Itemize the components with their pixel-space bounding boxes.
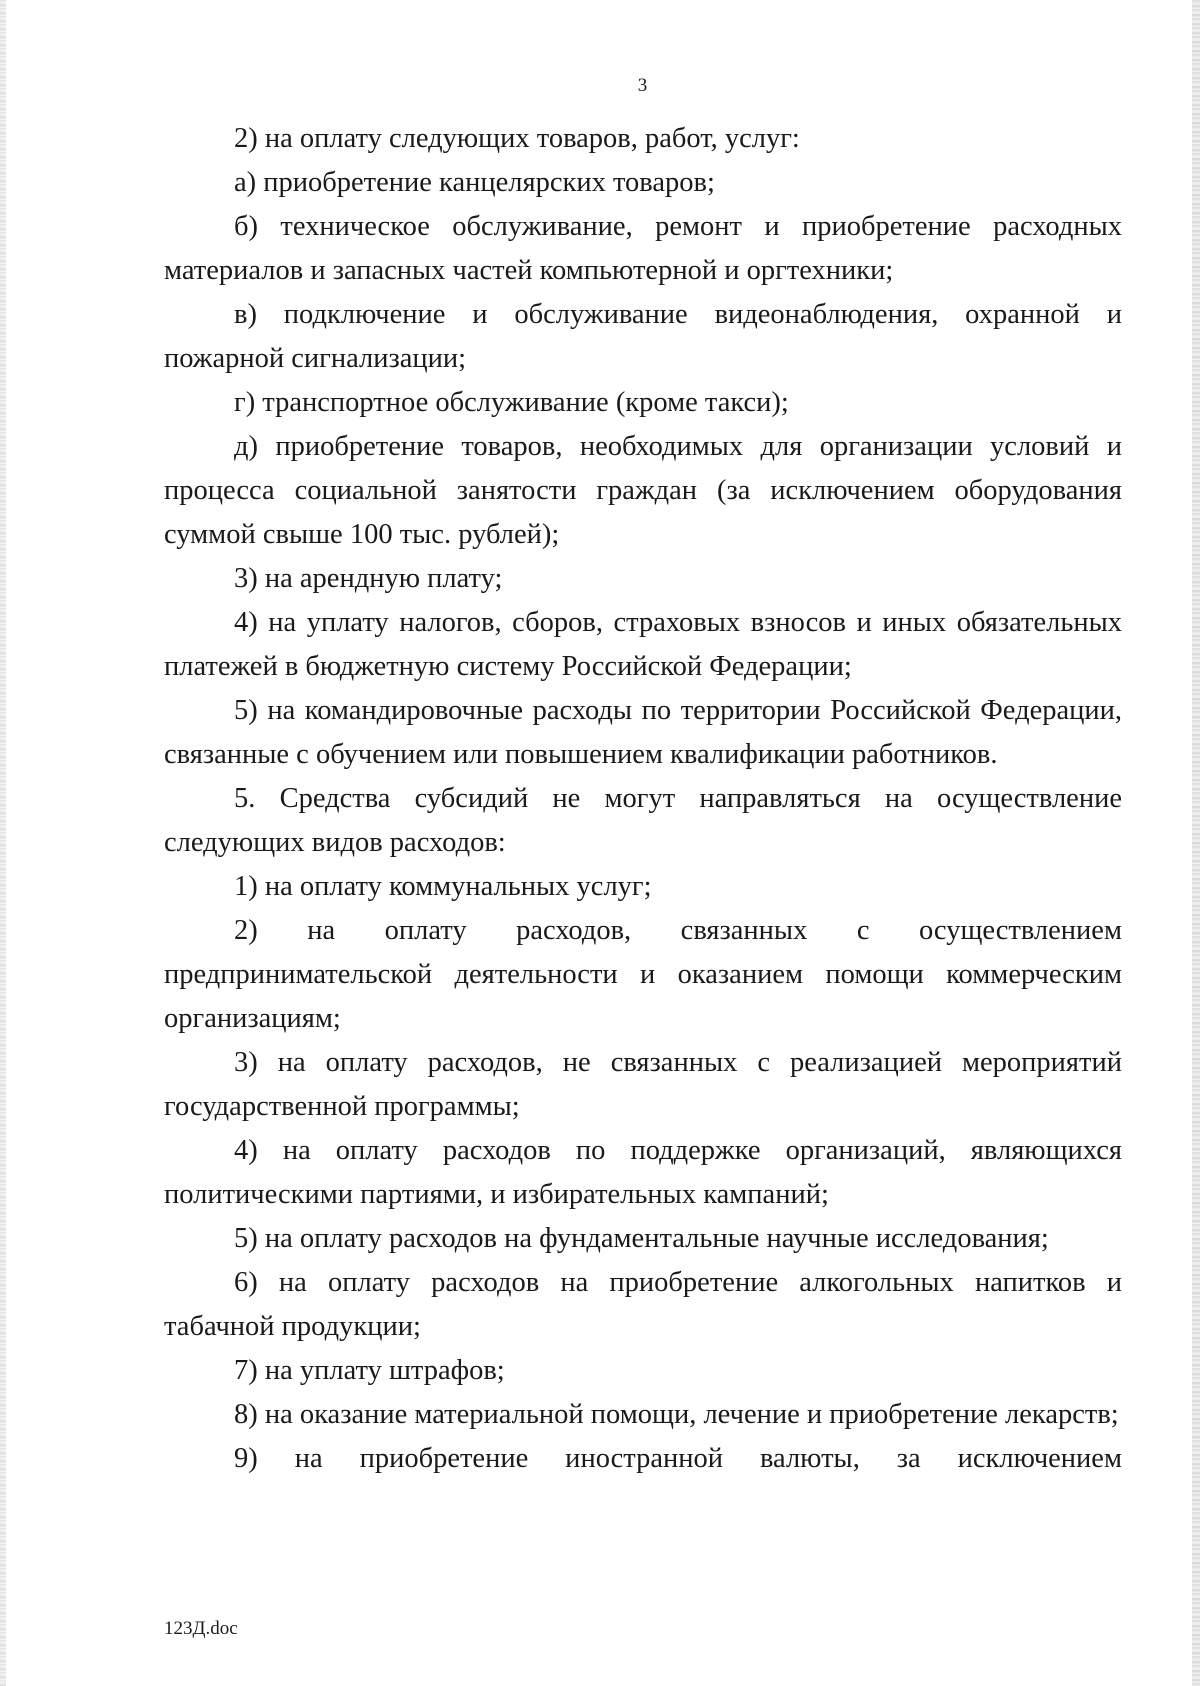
paragraph: 1) на оплату коммунальных услуг; [234, 871, 652, 902]
paragraph: 4) на оплату расходов по поддержке организаций, являющихся политическими партиями, и избирательных кампаний; [164, 1135, 1122, 1210]
file-name-footer: 123Д.doc [164, 1618, 238, 1639]
paragraph: 5) на оплату расходов на фундаментальные научные исследования; [234, 1223, 1049, 1254]
paragraph: 3) на арендную плату; [234, 563, 503, 594]
document-body [164, 117, 1122, 1481]
paragraph: 8) на оказание материальной помощи, лечение и приобретение лекарств; [234, 1399, 1119, 1430]
paragraph: 2) на оплату следующих товаров, работ, услуг: [234, 123, 800, 154]
paragraph: 4) на уплату налогов, сборов, страховых взносов и иных обязательных платежей в бюджетную систему Российской Федерации; [164, 607, 1122, 682]
paragraph: 6) на оплату расходов на приобретение алкогольных напитков и табачной продукции; [164, 1267, 1122, 1342]
paragraph: 7) на уплату штрафов; [234, 1355, 505, 1386]
paragraph: 5) на командировочные расходы по территории Российской Федерации, связанные с обучением или повышением квалификации работников. [164, 695, 1122, 770]
paragraph: в) подключение и обслуживание видеонаблюдения, охранной и пожарной сигнализации; [164, 299, 1122, 374]
paragraph: а) приобретение канцелярских товаров; [234, 167, 715, 198]
page-number: 3 [637, 75, 648, 96]
paragraph: 9) на приобретение иностранной валюты, за исключением [234, 1443, 1122, 1474]
paragraph: 2) на оплату расходов, связанных с осуществлением предпринимательской деятельности и оказанием помощи коммерческим организациям; [164, 915, 1122, 1034]
paragraph: 3) на оплату расходов, не связанных с реализацией мероприятий государственной программы; [164, 1047, 1122, 1122]
paragraph: г) транспортное обслуживание (кроме такси); [234, 387, 789, 418]
paragraph: б) техническое обслуживание, ремонт и приобретение расходных материалов и запасных частей компьютерной и оргтехники; [164, 211, 1122, 286]
paragraph: 5. Средства субсидий не могут направляться на осуществление следующих видов расходов: [164, 783, 1122, 858]
paragraph: д) приобретение товаров, необходимых для организации условий и процесса социальной занятости граждан (за исключением оборудования суммой свыше 100 тыс. рублей); [164, 431, 1122, 550]
scan-edge-right [1192, 0, 1200, 1686]
scan-edge-left [0, 0, 6, 1686]
